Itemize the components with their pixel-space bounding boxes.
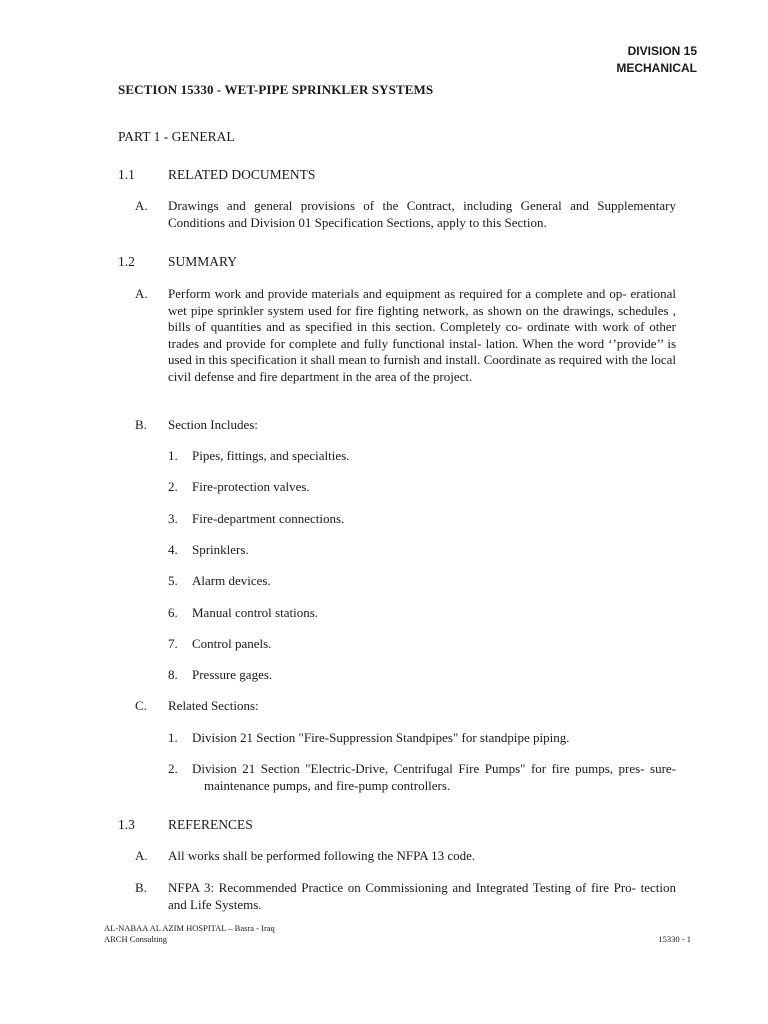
paragraph-text: Drawings and general provisions of the Contract, including General and Supplementary Conditions and Division 01 Specification Sections, apply to this Section. — [168, 198, 676, 230]
division-header — [616, 43, 697, 77]
list-item-number: 1. — [168, 448, 178, 463]
paragraph-text: All works shall be performed following the NFPA 13 code. — [168, 848, 476, 863]
article-number: 1.2 — [118, 254, 135, 269]
list-item — [168, 730, 676, 747]
discipline-label: MECHANICAL — [616, 61, 697, 75]
list-item-text: Control panels. — [192, 636, 272, 651]
article-title: RELATED DOCUMENTS — [168, 167, 316, 182]
paragraph-text: NFPA 3: Recommended Practice on Commissioning and Integrated Testing of fire Pro- tection and Life Systems. — [168, 880, 676, 912]
list-item-text: Fire-department connections. — [192, 511, 345, 526]
list-item-text: Division 21 Section "Fire-Suppression Standpipes" for standpipe piping. — [192, 730, 570, 745]
footer-left — [104, 923, 275, 945]
list-item — [168, 761, 676, 794]
paragraph — [118, 880, 676, 913]
list-item-number: 1. — [168, 730, 178, 745]
list-item — [168, 511, 676, 528]
paragraph-letter: C. — [135, 698, 147, 713]
division-label: DIVISION 15 — [627, 44, 697, 58]
list-item-text: Division 21 Section "Electric-Drive, Centrifugal Fire Pumps" for fire pumps, pres- sure-maintenance pumps, and fire-pump controllers. — [192, 761, 676, 793]
paragraph-text: Section Includes: — [168, 417, 258, 432]
paragraph-letter: B. — [135, 880, 147, 895]
paragraph-text: Related Sections: — [168, 698, 259, 713]
list-item — [168, 636, 676, 653]
paragraph — [118, 698, 676, 715]
footer-project: AL-NABAA AL AZIM HOSPITAL – Basra - Iraq — [104, 923, 275, 933]
list-item-text: Fire-protection valves. — [192, 479, 310, 494]
part-title: PART 1 - GENERAL — [118, 129, 235, 144]
list-item-number: 2. — [168, 479, 178, 494]
list-item-number: 5. — [168, 573, 178, 588]
paragraph-letter: A. — [135, 198, 148, 213]
article-title: REFERENCES — [168, 817, 253, 832]
paragraph — [118, 417, 676, 434]
footer-consultant: ARCH Consulting — [104, 934, 168, 944]
list-item — [168, 573, 676, 590]
list-item-text: Pressure gages. — [192, 667, 273, 682]
list-item — [168, 448, 676, 465]
page-number: 15330 - 1 — [658, 934, 691, 944]
list-item-text: Alarm devices. — [192, 573, 271, 588]
article-title: SUMMARY — [168, 254, 238, 269]
list-item-number: 3. — [168, 511, 178, 526]
article-number: 1.3 — [118, 817, 135, 832]
paragraph — [118, 848, 676, 865]
section-title: SECTION 15330 - WET-PIPE SPRINKLER SYSTEMS — [118, 82, 434, 97]
paragraph-letter: A. — [135, 848, 148, 863]
list-item-number: 4. — [168, 542, 178, 557]
list-item-text: Manual control stations. — [192, 605, 319, 620]
list-item — [168, 542, 676, 559]
paragraph-letter: B. — [135, 417, 147, 432]
paragraph — [118, 286, 676, 385]
list-item-number: 6. — [168, 605, 178, 620]
article-number: 1.1 — [118, 167, 135, 182]
list-item — [168, 667, 676, 684]
list-item-number: 8. — [168, 667, 178, 682]
paragraph-letter: A. — [135, 286, 148, 301]
list-item-text: Pipes, fittings, and specialties. — [192, 448, 350, 463]
list-item — [168, 479, 676, 496]
paragraph — [118, 198, 676, 231]
list-item-text: Sprinklers. — [192, 542, 249, 557]
paragraph-text: Perform work and provide materials and equipment as required for a complete and op- erational wet pipe sprinkler system used for fire fighting network, as shown on the drawings, schedules , bills of quantities and as specified in this section. Completely co- ordinate with work of other trades and provide for complete and fully functional instal- lation. When the word ‘’provide’’ is used in this specification it shall mean to furnish and install. Coordinate as required with the local civil defense and fire department in the area of the project. — [168, 286, 676, 384]
list-item — [168, 605, 676, 622]
list-item-number: 7. — [168, 636, 178, 651]
list-item-number: 2. — [168, 761, 178, 776]
